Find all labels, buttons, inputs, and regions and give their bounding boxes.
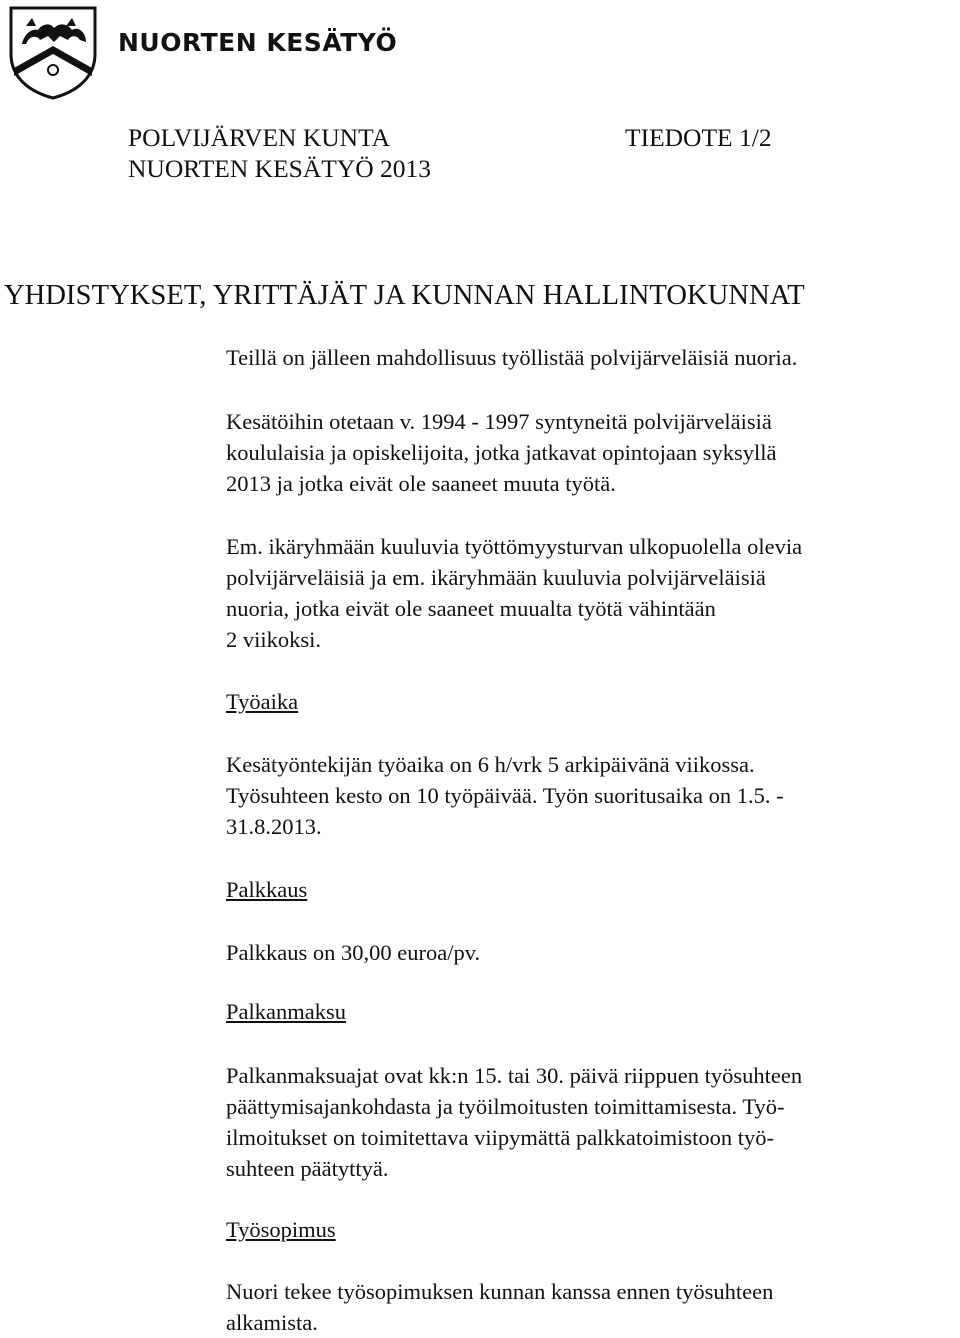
text-line: Työsuhteen kesto on 10 työpäivää. Työn suoritusaika on 1.5. - <box>226 783 784 808</box>
organization-block <box>128 122 431 184</box>
section-body-tyosopimus <box>226 1276 960 1338</box>
notice-number: TIEDOTE 1/2 <box>625 123 772 152</box>
text-line: ilmoitukset on toimitettava viipymättä palkkatoimistoon työ- <box>226 1125 775 1150</box>
section-body-palkkaus <box>226 937 960 968</box>
section-heading-palkkaus: Palkkaus <box>226 877 308 902</box>
text-line: Em. ikäryhmään kuuluvia työttömyysturvan ulkopuolella olevia <box>226 534 803 559</box>
section-heading-palkanmaksu: Palkanmaksu <box>226 999 346 1024</box>
text-line: Palkkaus on 30,00 euroa/pv. <box>226 940 481 965</box>
text-line: nuoria, jotka eivät ole saaneet muualta työtä vähintään <box>226 596 716 621</box>
section-heading-tyoaika: Työaika <box>226 689 299 714</box>
text-line: päättymisajankohdasta ja työilmoitusten toimittamisesta. Työ- <box>226 1094 785 1119</box>
section-body-palkanmaksu <box>226 1060 960 1184</box>
organization-name: POLVIJÄRVEN KUNTA <box>128 123 391 152</box>
intro-paragraph-3 <box>226 531 960 655</box>
text-line: suhteen päätyttyä. <box>226 1156 389 1181</box>
intro-paragraph-1: Teillä on jälleen mahdollisuus työllistää polvijärveläisiä nuoria. <box>226 345 798 370</box>
text-line: 2013 ja jotka eivät ole saaneet muuta työtä. <box>226 471 616 496</box>
text-line: 31.8.2013. <box>226 814 322 839</box>
document-title: YHDISTYKSET, YRITTÄJÄT JA KUNNAN HALLINTOKUNNAT <box>4 280 805 311</box>
text-line: Kesätöihin otetaan v. 1994 - 1997 syntyneitä polvijärveläisiä <box>226 409 772 434</box>
section-body-tyoaika <box>226 749 960 842</box>
text-line: koululaisia ja opiskelijoita, jotka jatkavat opintojaan syksyllä <box>226 440 777 465</box>
program-name: NUORTEN KESÄTYÖ 2013 <box>128 154 432 183</box>
text-line: 2 viikoksi. <box>226 627 322 652</box>
text-line: Kesätyöntekijän työaika on 6 h/vrk 5 arkipäivänä viikossa. <box>226 752 755 777</box>
text-line: alkamista. <box>226 1310 318 1335</box>
brand-title: NUORTEN KESÄTYÖ <box>118 28 398 57</box>
text-line: polvijärveläisiä ja em. ikäryhmään kuuluvia polvijärveläisiä <box>226 565 766 590</box>
text-line: Palkanmaksuajat ovat kk:n 15. tai 30. päivä riippuen työsuhteen <box>226 1063 803 1088</box>
section-heading-tyosopimus: Työsopimus <box>226 1217 336 1242</box>
municipal-coat-of-arms-icon <box>6 4 100 100</box>
text-line: Nuori tekee työsopimuksen kunnan kanssa ennen työsuhteen <box>226 1279 774 1304</box>
intro-paragraph-2 <box>226 406 960 499</box>
